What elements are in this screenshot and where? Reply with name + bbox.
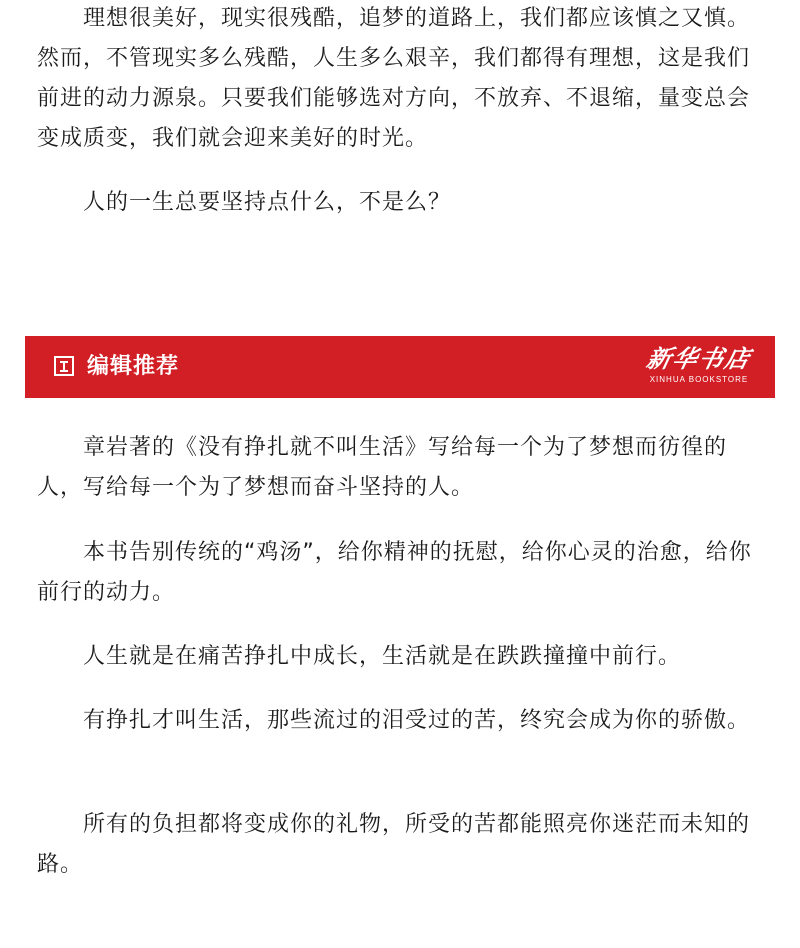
section-title: 编辑推荐	[87, 354, 180, 379]
book-square-icon	[54, 356, 74, 376]
recommendation-paragraph-1: 章岩著的《没有挣扎就不叫生活》写给每一个为了梦想而彷徨的人，写给每一个为了梦想而奋斗坚持的人。	[37, 435, 728, 500]
recommendation-paragraph-5: 所有的负担都将变成你的礼物，所受的苦都能照亮你迷茫而未知的路。	[37, 812, 751, 877]
intro-paragraph-persistence: 人的一生总要坚持点什么，不是么？	[83, 190, 452, 215]
logo-english-text: XINHUA BOOKSTORE	[649, 375, 749, 384]
editor-recommendation-banner	[25, 336, 775, 398]
intro-paragraph-ideals: 理想很美好，现实很残酷，追梦的道路上，我们都应该慎之又慎。然而，不管现实多么残酷，人生多么艰辛，我们都得有理想，这是我们前进的动力源泉。只要我们能够选对方向，不放弃、不退缩，量变总会变成质变，我们就会迎来美好的时光。	[37, 6, 751, 151]
xinhua-bookstore-logo	[641, 344, 757, 392]
recommendation-paragraph-2: 本书告别传统的“鸡汤”，给你精神的抚慰，给你心灵的治愈，给你前行的动力。	[37, 540, 752, 605]
logo-chinese-text: 新华书店	[644, 344, 755, 373]
recommendation-paragraph-3: 人生就是在痛苦挣扎中成长，生活就是在跌跌撞撞中前行。	[83, 644, 682, 669]
recommendation-paragraph-4: 有挣扎才叫生活，那些流过的泪受过的苦，终究会成为你的骄傲。	[83, 708, 751, 733]
